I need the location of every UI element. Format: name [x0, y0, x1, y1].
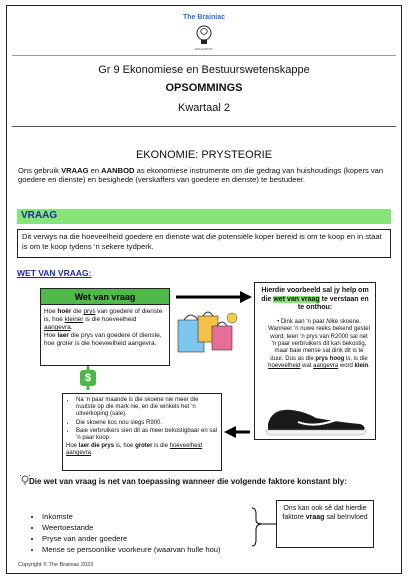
example-heading: Hierdie voorbeeld sal jy help om die wet van vraag te verstaan en te onthou:	[261, 287, 369, 312]
sneaker-icon	[262, 400, 370, 438]
term-label: Kwartaal 2	[178, 102, 230, 114]
price-drop-conclusion: Hoe laer die prys is, hoe groter is die hoeveelheid aangevra.	[66, 443, 203, 457]
price-drop-box	[62, 393, 222, 471]
logo-caption: EDUCATION	[195, 47, 213, 51]
vraag-definition-box: Dit verwys na die hoeveelheid goedere en dienste wat die potensiële koper bereid is om te koop en in staat is om te koop tydens ‘n sekere tydperk.	[17, 229, 391, 258]
factors-note-box: Ons kan ook sê dat hierdie faktore vraag sal beïnvloed	[276, 500, 374, 548]
vraag-heading: VRAAG	[21, 210, 58, 221]
example-text: • Dink aan ‘n paar Nike skoene. Wanneer ‘n nuwe reeks bekend gestel word, teen ‘n prys van R2000 sal net ‘n paar verbruikers dit kan bekostig, maar baie mense sal dink dit is te duur. Dus as die prys hoog is, is die hoeveelheid wat aangevra word klein.	[268, 318, 370, 370]
copyright-text: Copyright © The Brainiac 2023	[18, 562, 94, 568]
list-item: • Pryse van ander goedere	[42, 533, 221, 544]
dollar-icon: $	[80, 370, 96, 386]
page-title: Gr 9 Ekonomiese en Bestuurswetenskappe	[98, 64, 310, 76]
brainiac-logo-icon	[196, 25, 212, 47]
page-subtitle: OPSOMMINGS	[165, 82, 243, 94]
divider	[12, 55, 396, 56]
law-of-demand-box	[40, 288, 170, 366]
list-item: • Weertoestande	[42, 522, 221, 533]
list-item: • Na ‘n paar maande is die skoene nie meer die nuutste op die mark nie, en die winkels het ‘n uitverkoping (sale).	[76, 397, 218, 419]
list-item: • Die skoene kos nou slegs R900.	[76, 420, 218, 427]
shopping-bags-icon	[176, 306, 240, 356]
law-statement-1: Hoe hoër die prys van goedere of dienste is, hoe kleiner is die hoeveelheid aangevra.	[44, 308, 163, 331]
list-item: • Inkomste	[42, 511, 221, 522]
vraag-heading-bar	[17, 209, 391, 224]
intro-paragraph: Ons gebruik VRAAG en AANBOD as ekonomiese instrumente om die gedrag van huishoudings (kopers van goedere en dienste) en besighede (verskaffers van goedere en dienste) te bestudeer.	[18, 166, 384, 185]
list-item: • Mense se persoonlike voorkeure (waarvan hulle hou)	[42, 544, 221, 555]
law-box-title: Wet van vraag	[41, 289, 169, 305]
factors-question: Die wet van vraag is net van toepassing wanneer die volgende faktore konstant bly:	[29, 477, 347, 486]
section-title: EKONOMIE: PRYSTEORIE	[135, 149, 273, 161]
law-statement-2: Hoe laer die prys van goedere of dienste, hoe groter is die hoeveelheid aangevra.	[44, 332, 162, 347]
factors-list	[32, 511, 221, 555]
list-item: • Baie verbruikers sien dit as meer bekostigbaar en sal ‘n paar koop.	[76, 428, 218, 442]
law-section-label: WET VAN VRAAG:	[17, 268, 92, 278]
divider	[12, 126, 396, 127]
law-box-body	[41, 305, 169, 351]
brand-name: The Brainiac	[182, 14, 225, 21]
